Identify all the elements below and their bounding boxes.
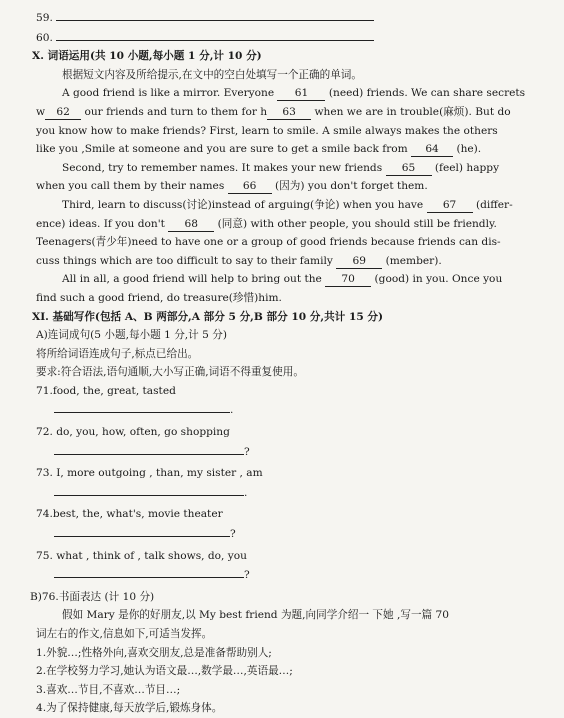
answer-blank[interactable] [54, 565, 244, 578]
blank-61[interactable]: 61 [277, 87, 325, 101]
answer-row-72: ? [36, 442, 546, 462]
answer-line-60: 60. [36, 28, 546, 48]
blank-69[interactable]: 69 [336, 255, 382, 269]
passage-line: cuss things which are too difficult to say to their family 69 (member). [36, 254, 442, 267]
passage-line: All in all, a good friend will help to bring out the 70 (good) in you. Once you [62, 273, 503, 286]
blank-64[interactable]: 64 [411, 143, 453, 157]
answer-row-73: . [36, 483, 546, 503]
passage-line: you know how to make friends? First, learn to smile. A smile always makes the others [36, 124, 498, 137]
passage-line: A good friend is like a mirror. Everyone 61 (need) friends. We can share secrets [62, 87, 526, 100]
blank-66[interactable]: 66 [228, 180, 272, 194]
part-b-title: B)76.书面表达 (计 10 分) [30, 590, 155, 603]
passage-line: Second, try to remember names. It makes your new friends 65 (feel) happy [62, 161, 500, 174]
blank-68[interactable]: 68 [168, 218, 214, 232]
section-x-title: X. 词语运用(共 10 小题,每小题 1 分,计 10 分) [32, 50, 262, 63]
blank-67[interactable]: 67 [427, 199, 473, 213]
answer-blank[interactable] [54, 442, 244, 455]
passage-line: when you call them by their names 66 (因为) you don't forget them. [36, 180, 428, 193]
part-b-point: 1.外貌…;性格外向,喜欢交朋友,总是准备帮助别人; [36, 646, 272, 659]
passage-line: ence) ideas. If you don't 68 (同意) with other people, you should still be friendly. [36, 217, 497, 230]
answer-blank[interactable] [56, 28, 374, 41]
part-b-point: 2.在学校努力学习,她认为语文最…,数学最…,英语最…; [36, 665, 293, 678]
answer-blank[interactable] [54, 483, 244, 496]
blank-65[interactable]: 65 [386, 162, 432, 176]
section-x-instruction: 根据短文内容及所给提示,在文中的空白处填写一个正确的单词。 [62, 68, 362, 81]
passage-line: like you ,Smile at someone and you are sure to get a smile back from 64 (he). [36, 143, 482, 156]
blank-70[interactable]: 70 [325, 273, 371, 287]
part-b-point: 4.为了保持健康,每天放学后,锻炼身体。 [36, 702, 223, 715]
passage-line: Teenagers(青少年)need to have one or a group of good friends because friends can dis- [36, 236, 501, 249]
question-75: 75. what , think of , talk shows, do, you [36, 549, 247, 562]
blank-63[interactable]: 63 [267, 106, 311, 120]
part-b-prompt: 词左右的作文,信息如下,可适当发挥。 [36, 628, 213, 640]
answer-row-74: ? [36, 524, 546, 544]
answer-row-71: . [36, 400, 546, 420]
answer-blank[interactable] [54, 524, 230, 537]
answer-blank[interactable] [56, 8, 374, 21]
passage-line: Third, learn to discuss(讨论)instead of arguing(争论) when you have 67 (differ- [62, 198, 513, 211]
part-a-requirement: 要求:符合语法,语句通顺,大小写正确,词语不得重复使用。 [36, 366, 304, 379]
passage-line: w 62 our friends and turn to them for h 63 when we are in trouble(麻烦). But do [36, 105, 511, 118]
part-a-title: A)连词成句(5 小题,每小题 1 分,计 5 分) [36, 329, 227, 342]
part-b-point: 3.喜欢…节目,不喜欢…节目…; [36, 683, 181, 696]
question-72: 72. do, you, how, often, go shopping [36, 426, 230, 439]
section-xi-title: XI. 基础写作(包括 A、B 两部分,A 部分 5 分,B 部分 10 分,共计 15 分) [32, 310, 384, 323]
answer-line-59: 59. [36, 8, 546, 28]
passage-line: find such a good friend, do treasure(珍惜)him. [36, 291, 282, 304]
question-73: 73. I, more outgoing , than, my sister , am [36, 467, 263, 480]
answer-row-75: ? [36, 565, 546, 585]
question-74: 74.best, the, what's, movie theater [36, 508, 223, 521]
part-a-instruction: 将所给词语连成句子,标点已给出。 [36, 347, 199, 360]
blank-62[interactable]: 62 [45, 106, 81, 120]
answer-blank[interactable] [54, 400, 230, 413]
part-b-prompt: 假如 Mary 是你的好朋友,以 My best friend 为题,向同学介绍一 下她 ,写一篇 70 [62, 609, 449, 622]
question-71: 71.food, the, great, tasted [36, 384, 176, 397]
